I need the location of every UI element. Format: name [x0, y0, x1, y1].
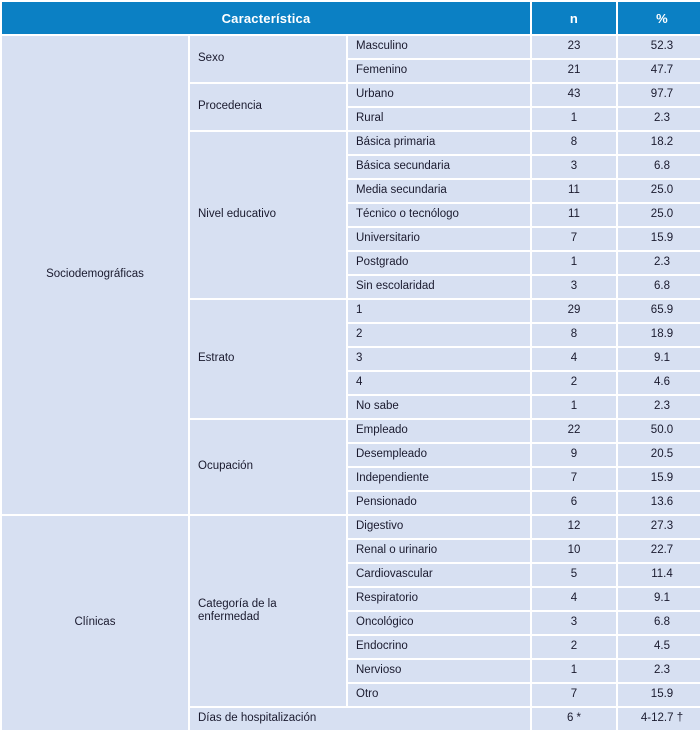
row-item-label: Urbano	[348, 84, 530, 106]
row-count-value: 8	[532, 132, 616, 154]
row-count-value: 4	[532, 588, 616, 610]
subgroup-label-cell: Categoría de la enfermedad	[190, 516, 346, 706]
row-count-value: 1	[532, 396, 616, 418]
row-percent-value: 13.6	[618, 492, 700, 514]
row-percent-value: 20.5	[618, 444, 700, 466]
row-item-label: Independiente	[348, 468, 530, 490]
row-count-value: 11	[532, 204, 616, 226]
row-percent-value: 22.7	[618, 540, 700, 562]
header-row	[2, 2, 700, 34]
row-percent-value: 9.1	[618, 348, 700, 370]
row-count-value: 2	[532, 372, 616, 394]
row-count-value: 11	[532, 180, 616, 202]
row-percent-value: 2.3	[618, 252, 700, 274]
row-item-label: Renal o urinario	[348, 540, 530, 562]
row-count-value: 3	[532, 156, 616, 178]
row-item-label: 2	[348, 324, 530, 346]
subgroup-label-cell: Ocupación	[190, 420, 346, 514]
row-item-label: Nervioso	[348, 660, 530, 682]
table-row	[2, 516, 700, 538]
row-percent-value: 2.3	[618, 396, 700, 418]
row-item-label: Rural	[348, 108, 530, 130]
row-percent-value: 18.2	[618, 132, 700, 154]
row-item-label: Respiratorio	[348, 588, 530, 610]
row-count-value: 7	[532, 228, 616, 250]
table-row	[2, 36, 700, 58]
row-item-label: Sin escolaridad	[348, 276, 530, 298]
row-item-label: Endocrino	[348, 636, 530, 658]
row-item-label: 3	[348, 348, 530, 370]
row-item-label: Empleado	[348, 420, 530, 442]
row-percent-value: 25.0	[618, 180, 700, 202]
row-count-value: 1	[532, 660, 616, 682]
row-item-label: Oncológico	[348, 612, 530, 634]
row-count-value: 21	[532, 60, 616, 82]
row-item-label: 4	[348, 372, 530, 394]
row-count-value: 29	[532, 300, 616, 322]
row-count-value: 10	[532, 540, 616, 562]
row-count-value: 4	[532, 348, 616, 370]
column-header-n: n	[532, 2, 616, 34]
row-item-label: Digestivo	[348, 516, 530, 538]
row-count-value: 1	[532, 108, 616, 130]
row-item-label: Pensionado	[348, 492, 530, 514]
row-percent-value: 15.9	[618, 228, 700, 250]
subgroup-label-cell: Procedencia	[190, 84, 346, 130]
row-item-label: Media secundaria	[348, 180, 530, 202]
row-item-label: Postgrado	[348, 252, 530, 274]
row-percent-value: 18.9	[618, 324, 700, 346]
row-item-label: Cardiovascular	[348, 564, 530, 586]
row-percent-value: 6.8	[618, 156, 700, 178]
row-item-label: Básica secundaria	[348, 156, 530, 178]
row-count-value: 22	[532, 420, 616, 442]
row-count-value: 5	[532, 564, 616, 586]
table-header	[2, 2, 700, 34]
row-percent-value: 97.7	[618, 84, 700, 106]
row-percent-value: 15.9	[618, 684, 700, 706]
row-percent-value: 25.0	[618, 204, 700, 226]
row-item-label: Técnico o tecnólogo	[348, 204, 530, 226]
row-count-value: 9	[532, 444, 616, 466]
row-percent-value: 6.8	[618, 276, 700, 298]
row-item-label: Desempleado	[348, 444, 530, 466]
row-count-value: 8	[532, 324, 616, 346]
row-item-label: No sabe	[348, 396, 530, 418]
row-count-value: 2	[532, 636, 616, 658]
row-count-value: 1	[532, 252, 616, 274]
column-header-percent: %	[618, 2, 700, 34]
row-count-value: 12	[532, 516, 616, 538]
group-label-cell: Sociodemográficas	[2, 36, 188, 514]
subgroup-label-cell: Sexo	[190, 36, 346, 82]
row-count-value: 7	[532, 468, 616, 490]
row-percent-value: 50.0	[618, 420, 700, 442]
row-percent-value: 15.9	[618, 468, 700, 490]
row-percent-value: 4.6	[618, 372, 700, 394]
footer-row-percent-value: 4-12.7 †	[618, 708, 700, 730]
row-percent-value: 47.7	[618, 60, 700, 82]
row-percent-value: 6.8	[618, 612, 700, 634]
footer-row-label: Días de hospitalización	[190, 708, 530, 730]
row-item-label: 1	[348, 300, 530, 322]
row-percent-value: 52.3	[618, 36, 700, 58]
row-count-value: 7	[532, 684, 616, 706]
row-percent-value: 65.9	[618, 300, 700, 322]
subgroup-label-cell: Nivel educativo	[190, 132, 346, 298]
subgroup-label-cell: Estrato	[190, 300, 346, 418]
row-count-value: 43	[532, 84, 616, 106]
row-percent-value: 11.4	[618, 564, 700, 586]
row-percent-value: 4.5	[618, 636, 700, 658]
row-count-value: 6	[532, 492, 616, 514]
row-count-value: 3	[532, 612, 616, 634]
row-item-label: Básica primaria	[348, 132, 530, 154]
row-item-label: Otro	[348, 684, 530, 706]
row-item-label: Masculino	[348, 36, 530, 58]
table-body	[2, 36, 700, 730]
row-count-value: 23	[532, 36, 616, 58]
column-header-characteristic: Característica	[2, 2, 530, 34]
row-percent-value: 2.3	[618, 660, 700, 682]
row-percent-value: 9.1	[618, 588, 700, 610]
row-percent-value: 27.3	[618, 516, 700, 538]
group-label-cell: Clínicas	[2, 516, 188, 730]
footer-row-count-value: 6 *	[532, 708, 616, 730]
row-item-label: Universitario	[348, 228, 530, 250]
row-percent-value: 2.3	[618, 108, 700, 130]
row-item-label: Femenino	[348, 60, 530, 82]
row-count-value: 3	[532, 276, 616, 298]
